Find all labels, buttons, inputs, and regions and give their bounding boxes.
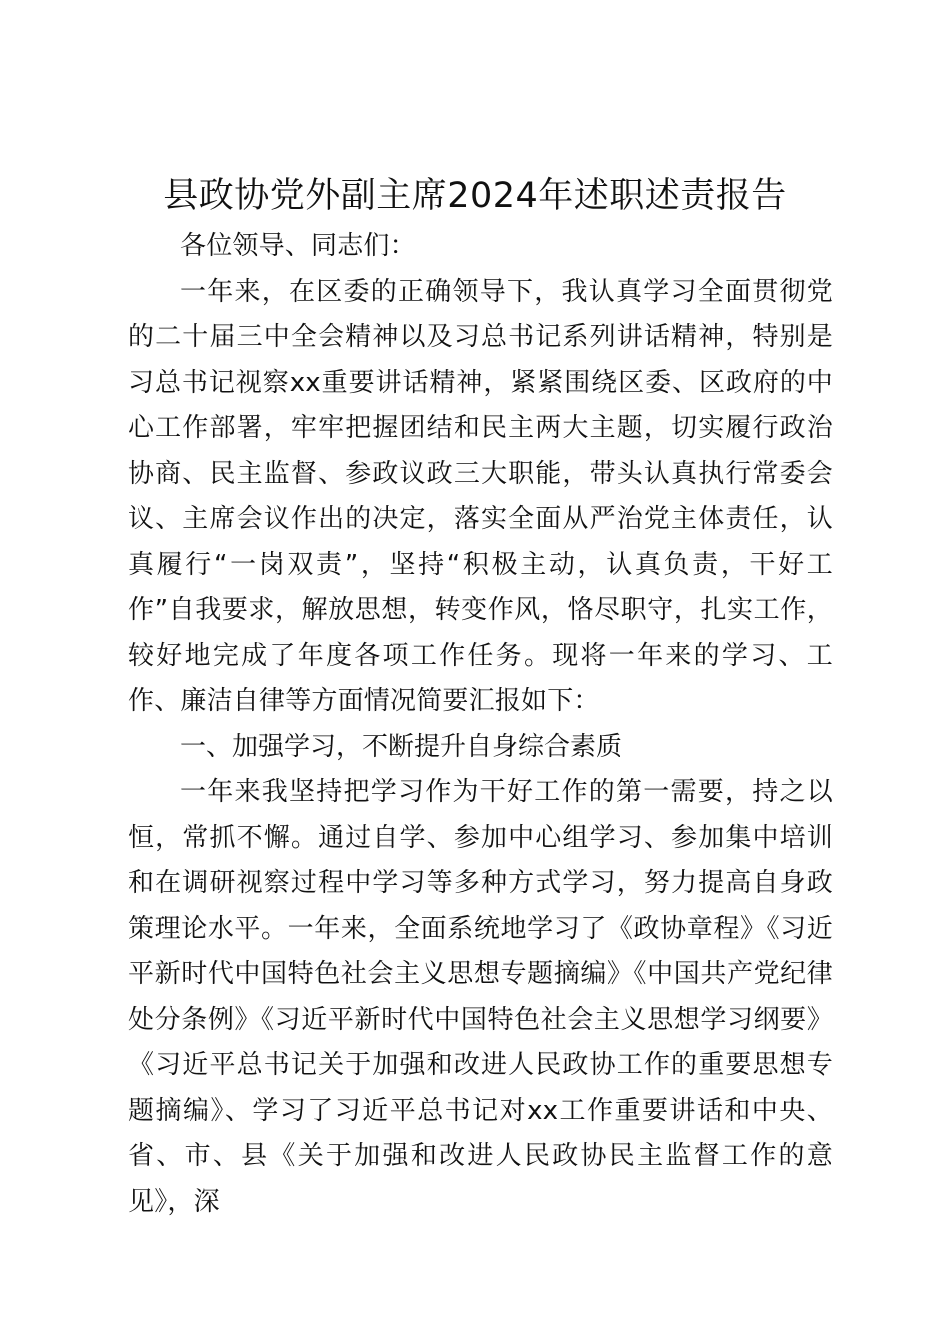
intro-paragraph: 一年来，在区委的正确领导下，我认真学习全面贯彻党的二十届三中全会精神以及习总书记系列讲话精神，特别是习总书记视察xx重要讲话精神，紧紧围绕区委、区政府的中心工作部署，牢牢把握团结和民主两大主题，切实履行政治协商、民主监督、参政议政三大职能，带头认真执行常委会议、主席会议作出的决定，落实全面从严治党主体责任，认真履行“一岗双责”，坚持“积极主动，认真负责，干好工作”自我要求，解放思想，转变作风，恪尽职守，扎实工作，较好地完成了年度各项工作任务。现将一年来的学习、工作、廉洁自律等方面情况简要汇报如下： (128, 276, 833, 716)
salutation: 各位领导、同志们： (180, 231, 416, 261)
document-title: 县政协党外副主席2024年述职述责报告 (163, 176, 787, 216)
section-paragraph-1: 一年来我坚持把学习作为干好工作的第一需要，持之以恒，常抓不懈。通过自学、参加中心组学习、参加集中培训和在调研视察过程中学习等多种方式学习，努力提高自身政策理论水平。一年来，全面系统地学习了《政协章程》《习近平新时代中国特色社会主义思想专题摘编》《中国共产党纪律处分条例》《习近平新时代中国特色社会主义思想学习纲要》《习近平总书记关于加强和改进人民政协工作的重要思想专题摘编》、学习了习近平总书记对xx工作重要讲话和中央、省、市、县《关于加强和改进人民政协民主监督工作的意见》，深 (128, 777, 833, 1217)
section-heading-1: 一、加强学习，不断提升自身综合素质 (180, 731, 623, 762)
document-body (128, 224, 833, 1225)
